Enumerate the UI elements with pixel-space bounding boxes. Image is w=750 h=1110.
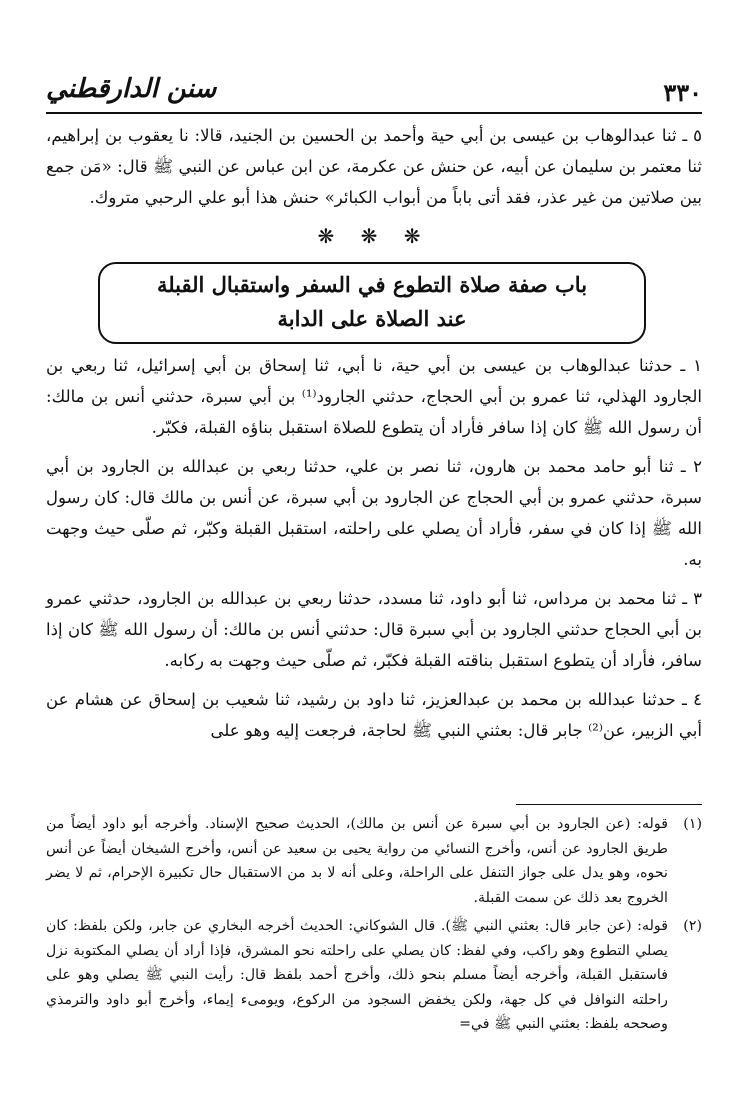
book-title: سنن الدارقطني bbox=[46, 74, 217, 104]
spacer bbox=[46, 575, 702, 583]
footnotes bbox=[46, 812, 702, 1041]
chapter-title-line-2: عند الصلاة على الدابة bbox=[277, 306, 467, 331]
page-header bbox=[46, 70, 702, 116]
spacer bbox=[46, 676, 702, 684]
page-number: ٣٣٠ bbox=[663, 78, 702, 107]
spacer bbox=[46, 443, 702, 451]
hadith-4: ٤ ـ حدثنا عبدالله بن محمد بن عبدالعزيز، ثنا داود بن رشيد، ثنا شعيب بن إسحاق عن هشام عن أبي الزبير، عن⁽²⁾ جابر قال: بعثني النبي ﷺ لحاجة، فرجعت إليه وهو على bbox=[46, 690, 702, 740]
section-separator: ❋ ❋ ❋ bbox=[317, 224, 431, 248]
hadith-5: ٥ ـ ثنا عبدالوهاب بن عيسى بن أبي حية وأحمد بن الحسين بن الجنيد، قالا: نا يعقوب بن إبراهيم، ثنا معتمر بن سليمان عن أبيه، عن حنش عن عكرمة، عن ابن عباس عن النبي ﷺ قال: «مَن جمع بين صلاتين من غير عذر، فقد أتى باباً من أبواب الكبائر» حنش هذا أبو علي الرحبي متروك. bbox=[46, 126, 702, 207]
footnote-1-number: (١) bbox=[683, 816, 702, 832]
header-rule bbox=[46, 112, 702, 114]
main-text bbox=[46, 120, 702, 746]
footnote-separator bbox=[516, 804, 702, 805]
footnote-2-number: (٢) bbox=[683, 918, 702, 934]
footnote-2-text: قوله: (عن جابر قال: بعثني النبي ﷺ). قال الشوكاني: الحديث أخرجه البخاري عن جابر، ولكن بلفظ: كان يصلي التطوع وهو راكب، وفي لفظ: كان يصلي على راحلته نحو المشرق، فإذا أراد أن يصلي المكتوبة نزل فاستقبل القبلة، وأخرجه أيضاً مسلم بنحو ذلك، وأخرج أحمد بلفظ قال: رأيت النبي ﷺ يصلي وهو على راحلته النوافل في كل جهة، ولكن يخفض السجود من الركوع، ويومىء إيماء، وأخرج أبو داود والترمذي وصححه بلفظ: بعثني النبي ﷺ في= bbox=[46, 918, 668, 1032]
chapter-title-box bbox=[98, 262, 646, 344]
hadith-1: ١ ـ حدثنا عبدالوهاب بن عيسى بن أبي حية، نا أبي، ثنا إسحاق بن أبي إسرائيل، ثنا ربعي بن الجارود الهذلي، ثنا عمرو بن أبي الحجاج، حدثني الجارود⁽¹⁾ بن أبي سبرة، حدثني أنس بن مالك: أن رسول الله ﷺ كان إذا سافر فأراد أن يتطوع للصلاة استقبل بناؤه القبلة، فكبّر. bbox=[46, 356, 702, 437]
hadith-3: ٣ ـ ثنا محمد بن مرداس، ثنا أبو داود، ثنا مسدد، حدثنا ربعي بن عبدالله بن الجارود، حدثني عمرو بن أبي الحجاج حدثني الجارود بن أبي سبرة قال: حدثني أنس بن مالك: أن رسول الله ﷺ كان إذا سافر، فأراد أن يتطوع استقبل بناقته القبلة فكبّر، ثم صلّى حيث وجهت به ركابه. bbox=[46, 589, 702, 670]
chapter-title-line-1: باب صفة صلاة التطوع في السفر واستقبال القبلة bbox=[156, 272, 588, 297]
hadith-2: ٢ ـ ثنا أبو حامد محمد بن هارون، ثنا نصر بن علي، حدثنا ربعي بن عبدالله بن الجارود بن أبي سبرة، حدثني عمرو بن أبي الحجاج عن الجارود بن أبي سبرة، عن أنس بن مالك قال: كان رسول الله ﷺ إذا كان في سفر، فأراد أن يصلي على راحلته، استقبل القبلة وكبّر، ثم صلّى حيث وجهت به. bbox=[46, 457, 702, 569]
footnote-2 bbox=[46, 914, 702, 1037]
footnote-1 bbox=[46, 812, 702, 910]
footnote-1-text: قوله: (عن الجارود بن أبي سبرة عن أنس بن مالك)، الحديث صحيح الإسناد. وأخرجه أبو داود أيضاً من طريق الجارود عن أنس، وأخرج النسائي من رواية يحيى بن سعيد عن أنس، وأخرج الشيخان أيضاً عن أنس نحوه، وهو يدل على جواز التنفل على الراحلة، وعلى أنه لا بد من الاستقبال حال تكبيرة الإحرام، ثم لا يضر الخروج بعد ذلك عن سمت القبلة. bbox=[46, 816, 668, 906]
